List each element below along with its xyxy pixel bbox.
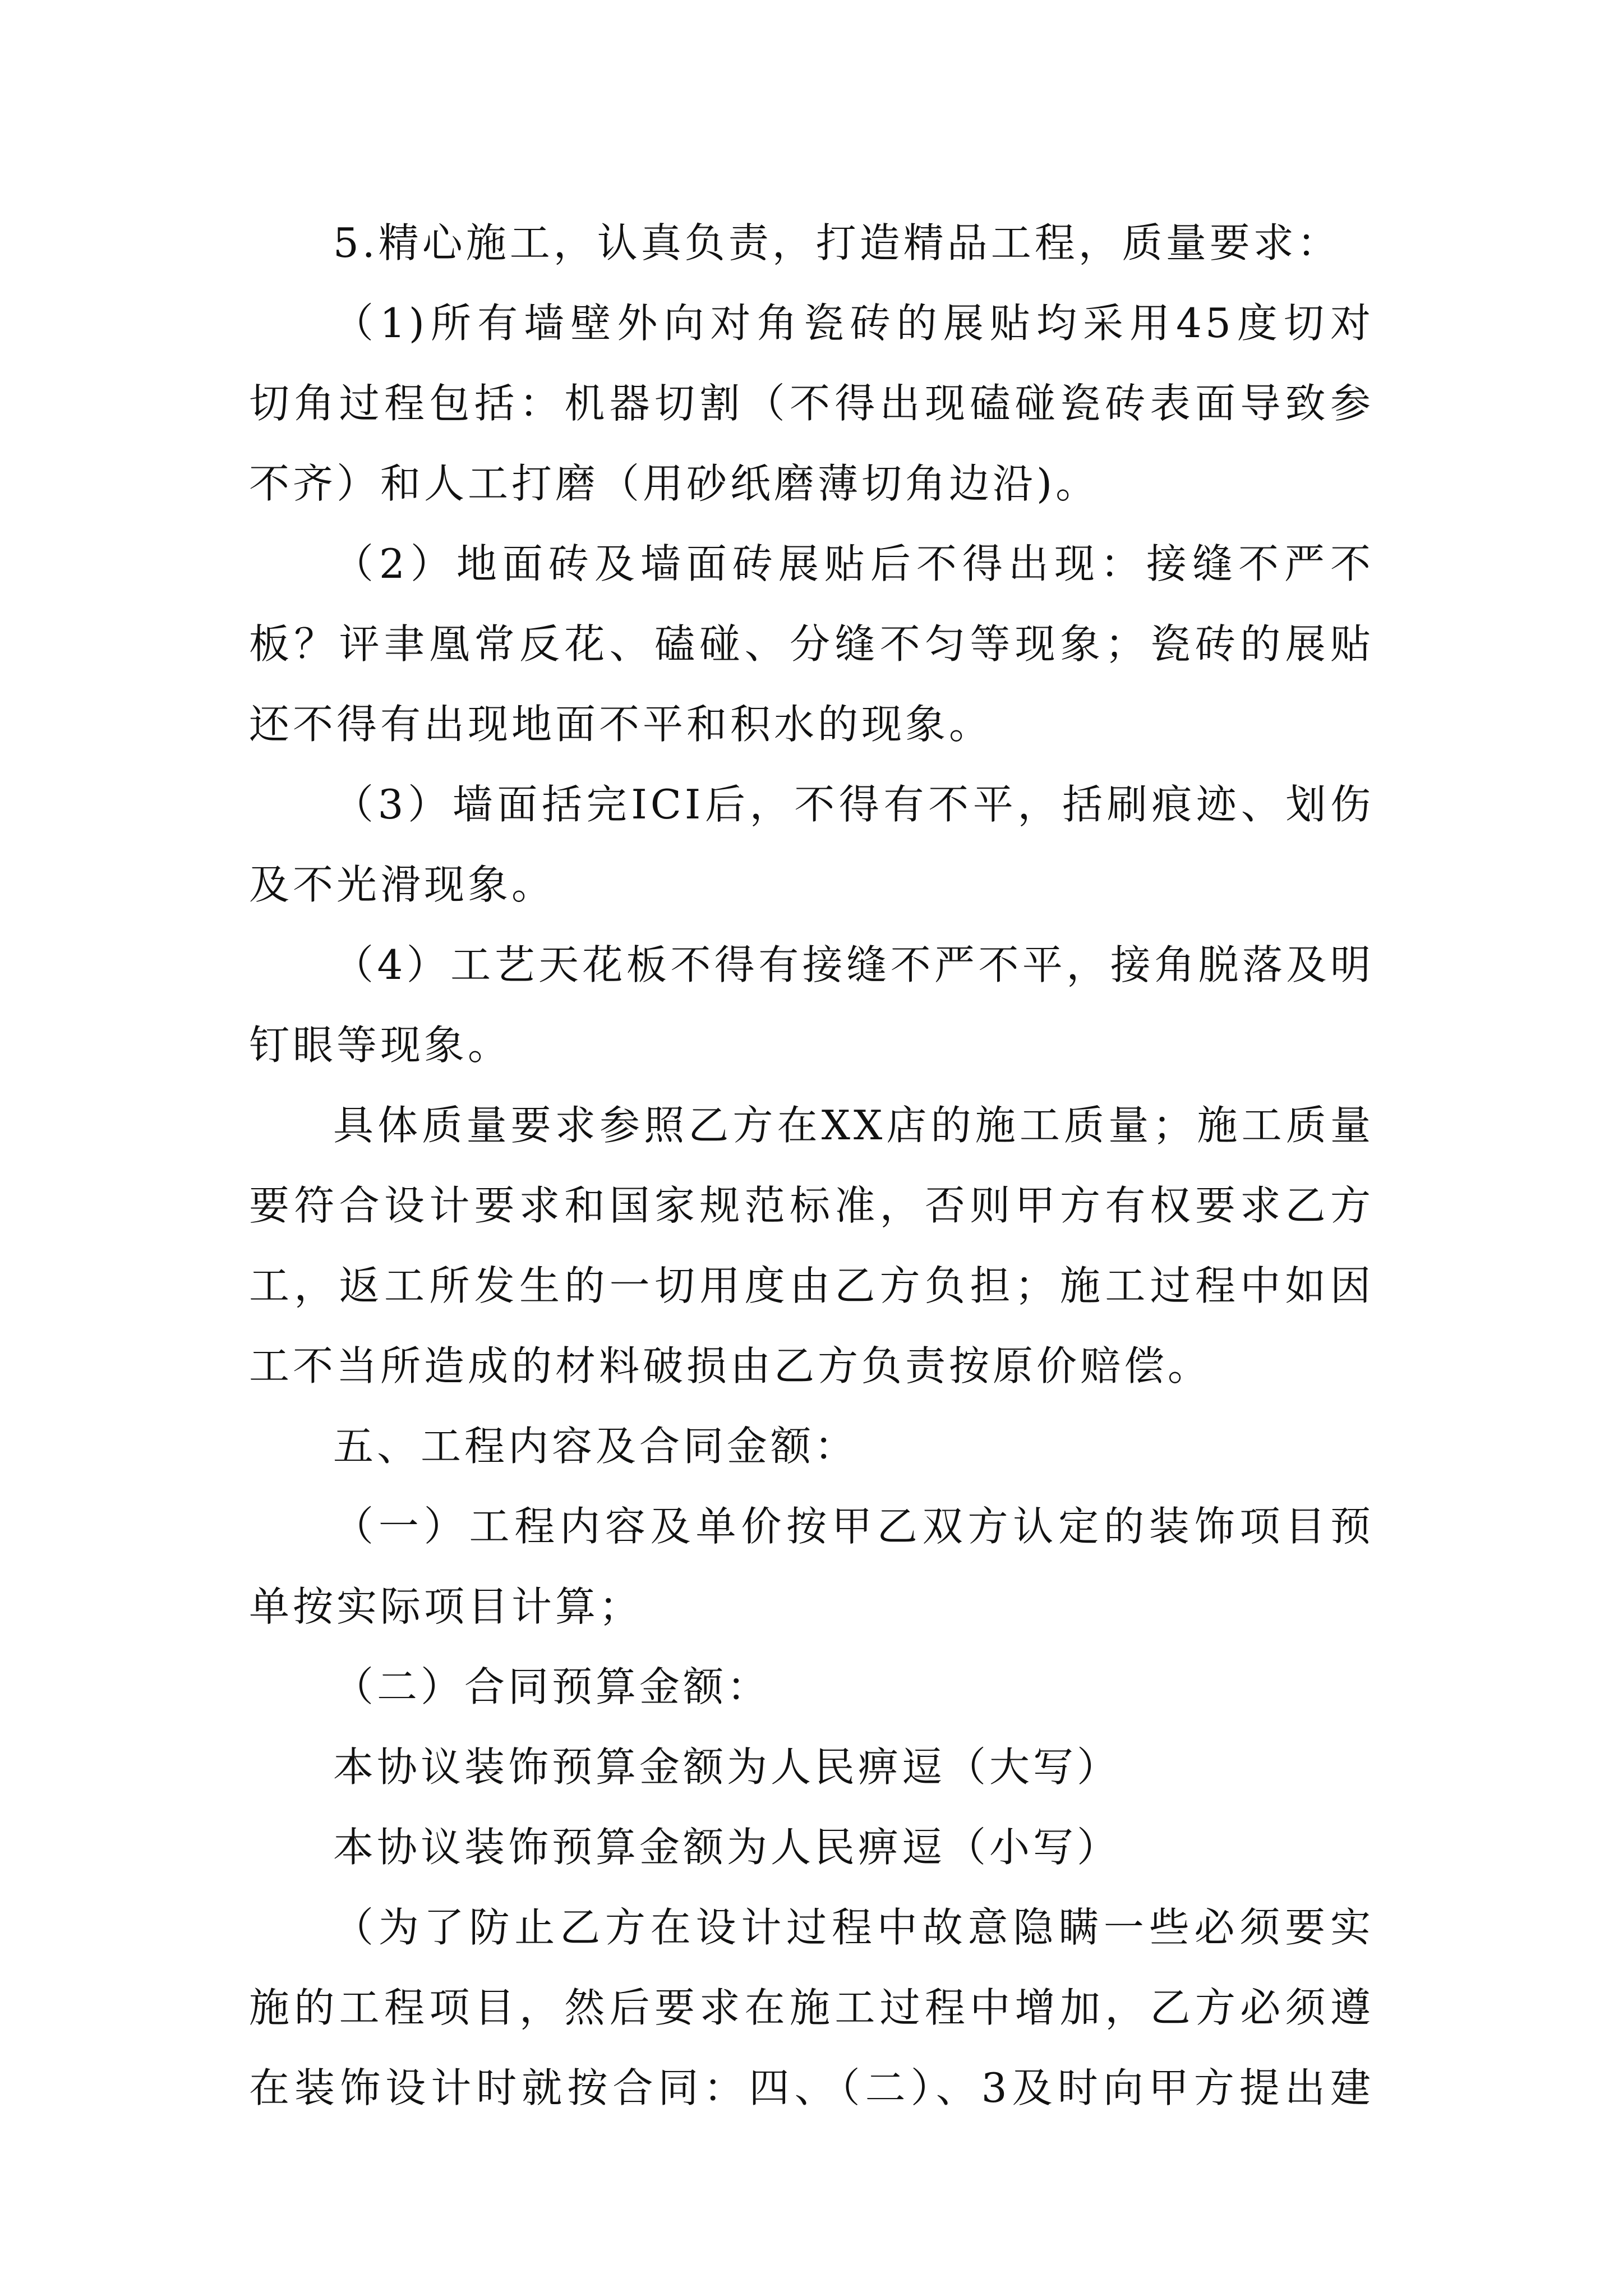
text-line: 还不得有出现地面不平和积水的现象。 <box>249 701 993 748</box>
text-line: （二）合同预算金额： <box>333 1663 771 1710</box>
text-line: （3）墙面括完ICI后，不得有不平，括刷痕迹、划伤 <box>333 781 1374 828</box>
text-line: 要符合设计要求和国家规范标准，否则甲方有权要求乙方 <box>249 1182 1374 1229</box>
text-line: 及不光滑现象。 <box>249 861 556 908</box>
text-line: 本协议装饰预算金额为人民痹逗（大写） <box>333 1743 1121 1791</box>
text-line: （2）地面砖及墙面砖展贴后不得出现：接缝不严不 <box>333 540 1374 587</box>
text-line: 单按实际项目计算； <box>249 1583 643 1630</box>
text-line: 在装饰设计时就按合同：四、（二）、3及时向甲方提出建 <box>249 2064 1374 2111</box>
text-line: （1)所有墙壁外向对角瓷砖的展贴均采用45度切对 <box>333 300 1374 347</box>
text-line: （为了防止乙方在设计过程中故意隐瞒一些必须要实 <box>333 1904 1374 1951</box>
text-line: 不齐）和人工打磨（用砂纸磨薄切角边沿)。 <box>249 460 1100 507</box>
text-line: 施的工程项目，然后要求在施工过程中增加，乙方必须遵 <box>249 1984 1374 2031</box>
text-line: （一）工程内容及单价按甲乙双方认定的装饰项目预 <box>333 1503 1374 1550</box>
text-line: 板？评聿凰常反花、磕碰、分缝不匀等现象；瓷砖的展贴 <box>249 620 1374 668</box>
text-line: 5.精心施工，认真负责，打造精品工程，质量要求： <box>333 219 1341 266</box>
text-line: 工，返工所发生的一切用度由乙方负担；施工过程中如因 <box>249 1262 1374 1309</box>
text-line: 工不当所造成的材料破损由乙方负责按原价赔偿。 <box>249 1342 1212 1389</box>
text-line: 五、工程内容及合同金额： <box>333 1423 859 1470</box>
text-line: 本协议装饰预算金额为人民痹逗（小写） <box>333 1824 1121 1871</box>
text-line: 钉眼等现象。 <box>249 1022 512 1069</box>
text-line: 具体质量要求参照乙方在XX店的施工质量；施工质量 <box>333 1102 1374 1149</box>
text-line: 切角过程包括：机器切割（不得出现磕碰瓷砖表面导致参 <box>249 380 1374 427</box>
text-line: （4）工艺天花板不得有接缝不严不平，接角脱落及明 <box>333 941 1374 988</box>
document-body <box>249 203 1374 2128</box>
